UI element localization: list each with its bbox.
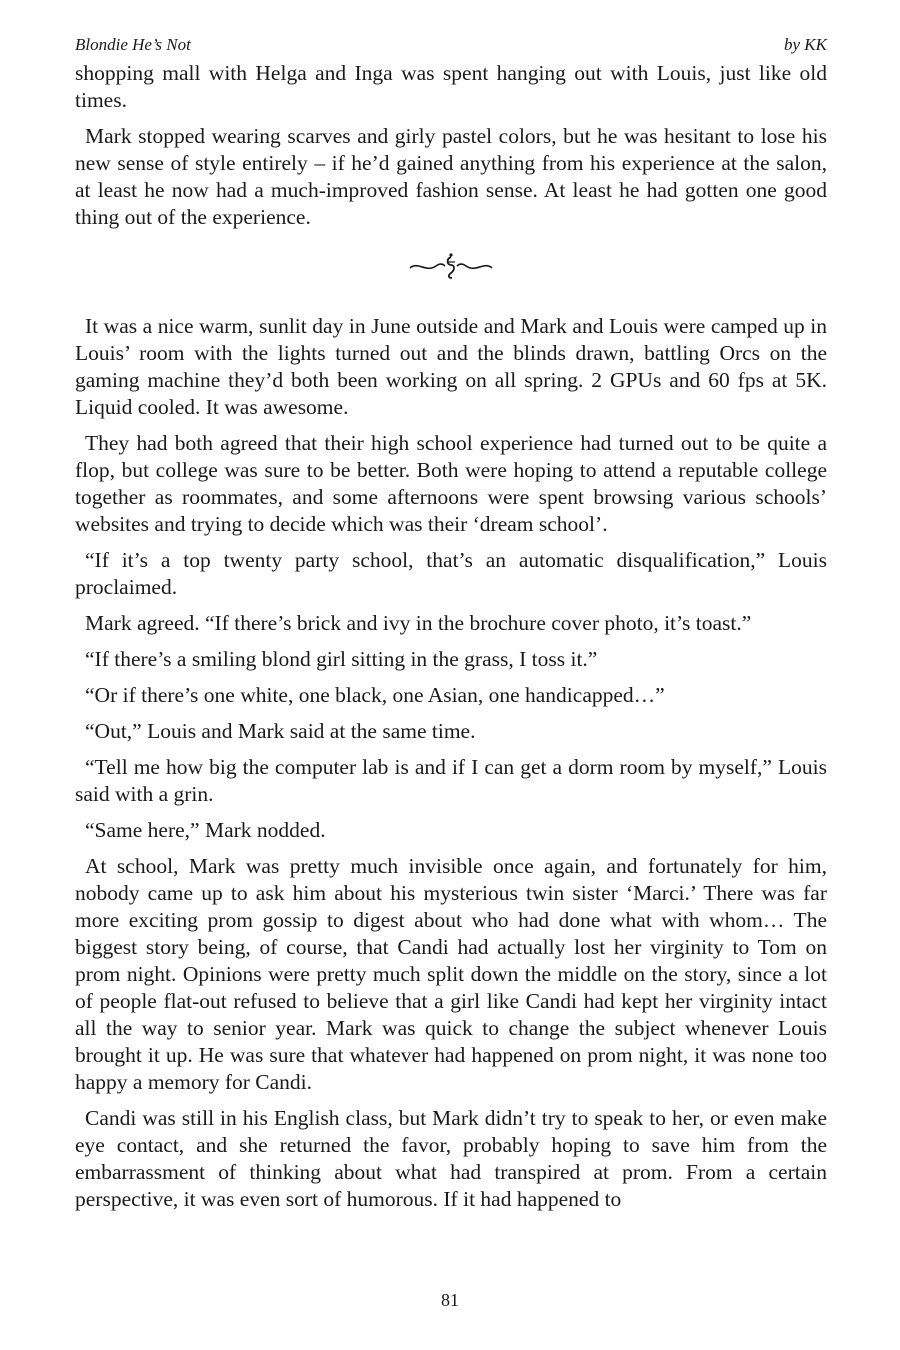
paragraph: “Same here,” Mark nodded. bbox=[85, 818, 326, 842]
paragraph: “Tell me how big the computer lab is and if I can get a dorm room by myself,” Louis said with a grin. bbox=[75, 755, 827, 806]
page-number: 81 bbox=[441, 1290, 459, 1310]
book-author: by KK bbox=[784, 35, 827, 54]
paragraph: “If it’s a top twenty party school, that’s an automatic disqualification,” Louis proclaimed. bbox=[75, 548, 827, 599]
paragraph: “Or if there’s one white, one black, one Asian, one handicapped…” bbox=[85, 683, 665, 707]
paragraph: Candi was still in his English class, but Mark didn’t try to speak to her, or even make eye contact, and she returned the favor, probably hoping to save him from the embarrassment of thinking about what had transpired at prom. From a certain perspective, it was even sort of humorous. If it had happened to bbox=[75, 1106, 827, 1211]
paragraph: At school, Mark was pretty much invisible once again, and fortunately for him, nobody came up to ask him about his mysterious twin sister ‘Marci.’ There was far more exciting prom gossip to digest about who had done what with whom… The biggest story being, of course, that Candi had actually lost her virginity to Tom on prom night. Opinions were pretty much split down the middle on the story, since a lot of people flat-out refused to believe that a girl like Candi had kept her virginity intact all the way to senior year. Mark was quick to change the subject whenever Louis brought it up. He was sure that whatever had happened on prom night, it was none too happy a memory for Candi. bbox=[75, 854, 827, 1094]
paragraph: It was a nice warm, sunlit day in June outside and Mark and Louis were camped up in Louis’ room with the lights turned out and the blinds drawn, battling Orcs on the gaming machine they’d both been working on all spring. 2 GPUs and 60 fps at 5K. Liquid cooled. It was awesome. bbox=[75, 314, 827, 419]
paragraph: “If there’s a smiling blond girl sitting in the grass, I toss it.” bbox=[85, 647, 598, 671]
scene-break-flourish-icon bbox=[406, 251, 496, 281]
paragraph: “Out,” Louis and Mark said at the same time. bbox=[85, 719, 476, 743]
scene-break bbox=[75, 251, 827, 285]
book-title: Blondie He’s Not bbox=[75, 35, 191, 54]
body-text bbox=[75, 60, 827, 1213]
book-page bbox=[75, 34, 827, 1222]
paragraph: Mark agreed. “If there’s brick and ivy in the brochure cover photo, it’s toast.” bbox=[85, 611, 752, 635]
running-header bbox=[75, 34, 827, 56]
paragraph: Mark stopped wearing scarves and girly pastel colors, but he was hesitant to lose his new sense of style entirely – if he’d gained anything from his experience at the salon, at least he now had a much-improved fashion sense. At least he had gotten one good thing out of the experience. bbox=[75, 124, 827, 229]
paragraph: shopping mall with Helga and Inga was spent hanging out with Louis, just like old times. bbox=[75, 61, 827, 112]
paragraph: They had both agreed that their high school experience had turned out to be quite a flop, but college was sure to be better. Both were hoping to attend a reputable college together as roommates, and some afternoons were spent browsing various schools’ websites and trying to decide which was their ‘dream school’. bbox=[75, 431, 827, 536]
